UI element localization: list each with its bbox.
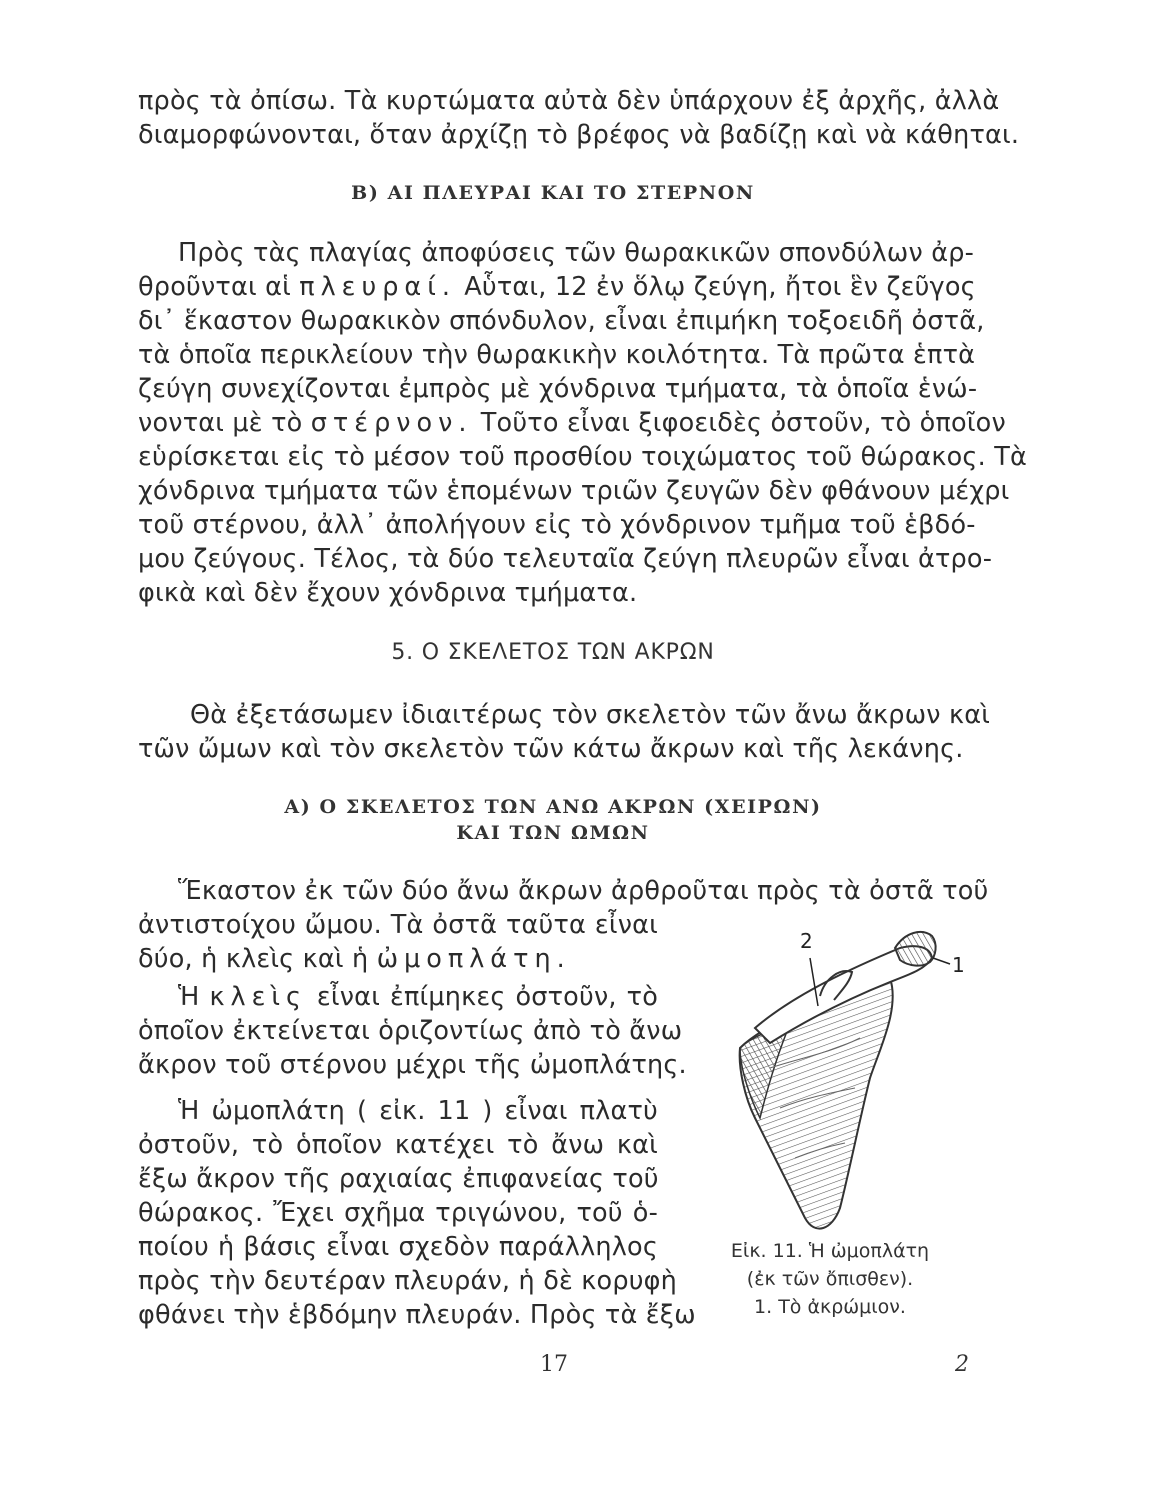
text-line: ἀντιστοίχου ὤμου. Τὰ ὀστᾶ ταῦτα εἶναι bbox=[138, 910, 658, 940]
spaced-term-ribs: πλευραί. bbox=[299, 272, 456, 302]
text-line: νονται μὲ τὸ στέρνον. Τοῦτο εἶναι ξιφοειδὲς ὀστοῦν, τὸ ὁποῖον bbox=[138, 408, 1006, 438]
text-line: Ἕκαστον ἐκ τῶν δύο ἄνω ἄκρων ἀρθροῦται πρὸς τὰ ὀστᾶ τοῦ bbox=[178, 876, 989, 906]
subsection-heading-upper-limbs-line2: ΚΑΙ ΤΩΝ ΩΜΩΝ bbox=[456, 822, 650, 844]
spaced-term-sternum: στέρνον. bbox=[310, 408, 473, 438]
section-heading-limbs: 5. Ο ΣΚΕΛΕΤΟΣ ΤΩΝ ΑΚΡΩΝ bbox=[391, 640, 715, 665]
text-line: τοῦ στέρνου, ἀλλ᾽ ἀπολήγουν εἰς τὸ χόνδρινον τμῆμα τοῦ ἑβδό- bbox=[138, 510, 976, 540]
page-number: 17 bbox=[540, 1352, 568, 1377]
text-line: Ἡ κλεὶς εἶναι ἐπίμηκες ὀστοῦν, τὸ bbox=[178, 982, 659, 1012]
figure-caption-line: Εἰκ. 11. Ἡ ὠμοπλάτη bbox=[730, 1240, 930, 1262]
acromion bbox=[895, 932, 936, 966]
text-line: πρὸς τὴν δευτέραν πλευράν, ἡ δὲ κορυφὴ bbox=[138, 1266, 678, 1296]
figure-label-2: 2 bbox=[800, 929, 813, 953]
scapula-figure bbox=[700, 918, 970, 1248]
text-line: δύο, ἡ κλεὶς καὶ ἡ ὠμοπλάτη. bbox=[138, 944, 571, 974]
text-line: πρὸς τὰ ὀπίσω. Τὰ κυρτώματα αὐτὰ δὲν ὑπάρχουν ἐξ ἀρχῆς, ἀλλὰ bbox=[138, 86, 1000, 116]
spaced-term-scapula: ὠμοπλάτη. bbox=[376, 944, 571, 974]
scapula-illustration bbox=[700, 918, 970, 1248]
text-line: ὀστοῦν, τὸ ὁποῖον κατέχει τὸ ἄνω καὶ bbox=[138, 1130, 658, 1160]
subsection-heading-upper-limbs: Α) Ο ΣΚΕΛΕΤΟΣ ΤΩΝ ΑΝΩ ΑΚΡΩΝ (ΧΕΙΡΩΝ) bbox=[284, 796, 822, 818]
spaced-term-clavicle: κλεὶς bbox=[209, 982, 307, 1012]
text-line: ἄκρον τοῦ στέρνου μέχρι τῆς ὠμοπλάτης. bbox=[138, 1050, 687, 1080]
text-line: τὰ ὁποῖα περικλείουν τὴν θωρακικὴν κοιλότητα. Τὰ πρῶτα ἑπτὰ bbox=[138, 340, 976, 370]
text-line: μου ζεύγους. Τέλος, τὰ δύο τελευταῖα ζεύγη πλευρῶν εἶναι ἀτρο- bbox=[138, 544, 993, 574]
figure-caption-line: 1. Τὸ ἀκρώμιον. bbox=[754, 1296, 906, 1318]
figure-label-1: 1 bbox=[952, 953, 965, 977]
text-line: ἔξω ἄκρον τῆς ραχιαίας ἐπιφανείας τοῦ bbox=[138, 1164, 659, 1194]
text-line: ποίου ἡ βάσις εἶναι σχεδὸν παράλληλος bbox=[138, 1232, 658, 1262]
text-line: Πρὸς τὰς πλαγίας ἀποφύσεις τῶν θωρακικῶν σπονδύλων ἀρ- bbox=[178, 238, 975, 268]
text-line: Ἡ ὠμοπλάτη ( εἰκ. 11 ) εἶναι πλατὺ bbox=[178, 1096, 658, 1126]
text-line: διαμορφώνονται, ὅταν ἀρχίζῃ τὸ βρέφος νὰ βαδίζῃ καὶ νὰ κάθηται. bbox=[138, 120, 1020, 150]
text-line: φθάνει τὴν ἑβδόμην πλευράν. Πρὸς τὰ ἔξω bbox=[138, 1300, 696, 1330]
leader-line-1 bbox=[933, 958, 950, 964]
section-heading-ribs: B) ΑΙ ΠΛΕΥΡΑΙ ΚΑΙ ΤΟ ΣΤΕΡΝΟΝ bbox=[351, 182, 755, 204]
text-line: θροῦνται αἱ πλευραί. Αὗται, 12 ἐν ὅλῳ ζεύγη, ἤτοι ἓν ζεῦγος bbox=[138, 272, 976, 302]
figure-caption-line: (ἐκ τῶν ὄπισθεν). bbox=[746, 1268, 914, 1290]
text-line: χόνδρινα τμήματα τῶν ἑπομένων τριῶν ζευγῶν δὲν φθάνουν μέχρι bbox=[138, 476, 1010, 506]
text-line: ζεύγη συνεχίζονται ἐμπρὸς μὲ χόνδρινα τμήματα, τὰ ὁποῖα ἑνώ- bbox=[138, 374, 978, 404]
text-line: θώρακος. Ἔχει σχῆμα τριγώνου, τοῦ ὁ- bbox=[138, 1198, 658, 1228]
text-line: Θὰ ἐξετάσωμεν ἰδιαιτέρως τὸν σκελετὸν τῶν ἄνω ἄκρων καὶ bbox=[190, 700, 991, 730]
text-line: ὁποῖον ἐκτείνεται ὁριζοντίως ἀπὸ τὸ ἄνω bbox=[138, 1016, 683, 1046]
signature-mark: 2 bbox=[955, 1352, 969, 1377]
text-line: φικὰ καὶ δὲν ἔχουν χόνδρινα τμήματα. bbox=[138, 578, 638, 608]
text-line: δι᾽ ἕκαστον θωρακικὸν σπόνδυλον, εἶναι ἐπιμήκη τοξοειδῆ ὀστᾶ, bbox=[138, 306, 985, 336]
text-line: τῶν ὤμων καὶ τὸν σκελετὸν τῶν κάτω ἄκρων καὶ τῆς λεκάνης. bbox=[138, 734, 964, 764]
text-line: εὑρίσκεται εἰς τὸ μέσον τοῦ προσθίου τοιχώματος τοῦ θώρακος. Τὰ bbox=[138, 442, 1027, 472]
